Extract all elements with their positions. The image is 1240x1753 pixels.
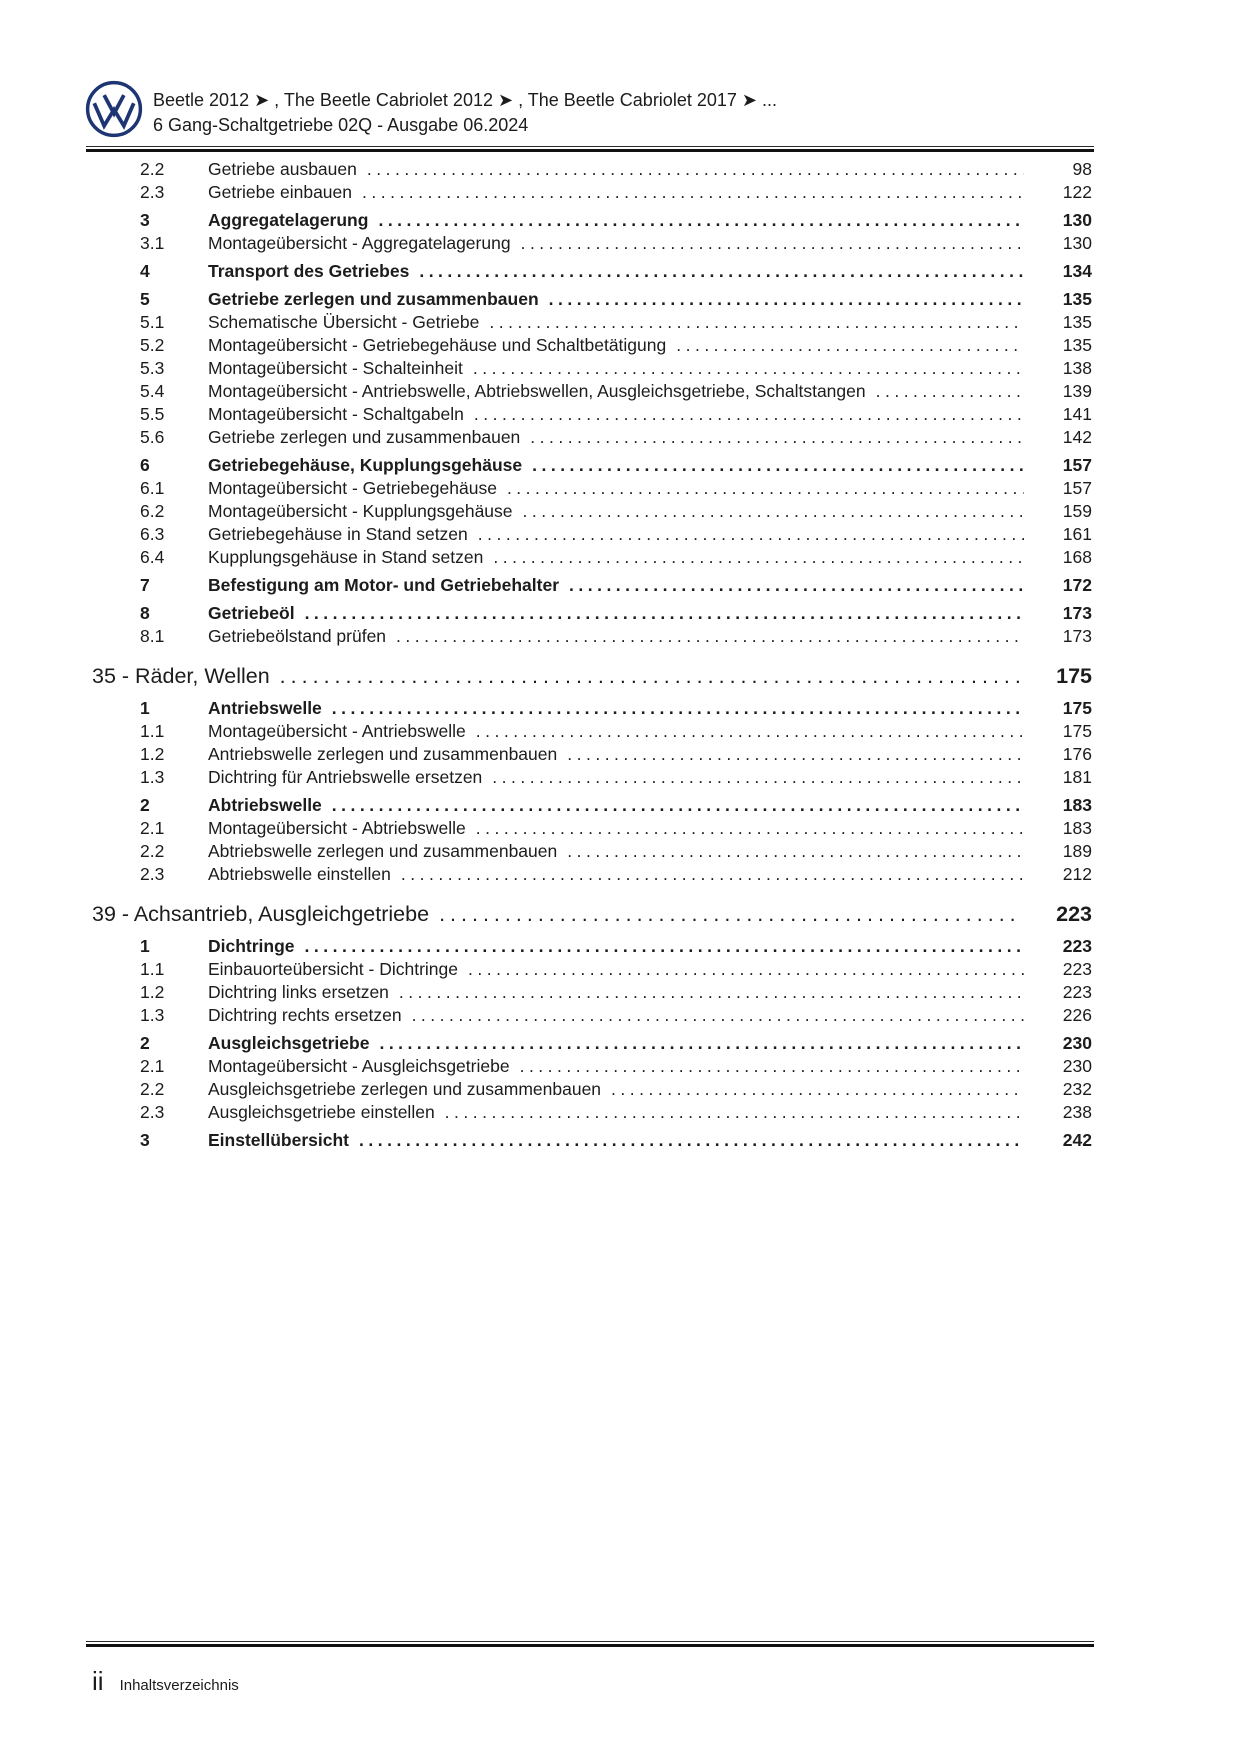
toc-entry-page: 230: [1062, 1033, 1092, 1053]
toc-entry-title: Getriebegehäuse, Kupplungsgehäuse: [208, 455, 523, 475]
toc-entry-number: 2.1: [140, 1056, 165, 1076]
toc-entry-page: 130: [1062, 233, 1092, 253]
dot-leader: [362, 181, 1024, 204]
toc-chapter-row: [92, 663, 1092, 690]
toc-entry-page: 141: [1062, 404, 1092, 424]
toc-entry-page: 142: [1062, 427, 1092, 447]
toc-entry-number: 1.3: [140, 767, 165, 787]
toc-entry-row: [92, 1032, 1092, 1055]
toc-entry-title: Befestigung am Motor- und Getriebehalter: [208, 575, 559, 595]
toc-entry-page: 139: [1062, 381, 1092, 401]
header-text: [153, 88, 777, 138]
toc-entry-row: [92, 209, 1092, 232]
toc-list: [92, 158, 1092, 1152]
toc-entry-title: Einbauorteübersicht - Dichtringe: [208, 959, 458, 979]
dot-leader: [367, 158, 1024, 181]
toc-entry-row: [92, 863, 1092, 886]
toc-entry-number: 2.2: [140, 841, 165, 861]
dot-leader: [489, 311, 1024, 334]
toc-entry-title: Antriebswelle zerlegen und zusammenbauen: [208, 744, 558, 764]
dot-leader: [676, 334, 1024, 357]
toc-entry-page: 232: [1062, 1079, 1092, 1099]
toc-entry-page: 135: [1062, 289, 1092, 309]
dot-leader: [468, 958, 1024, 981]
toc-entry-number: 5.3: [140, 358, 165, 378]
toc-entry-title: Montageübersicht - Aggregatelagerung: [208, 233, 511, 253]
toc-entry-number: 5.4: [140, 381, 165, 401]
toc-entry-row: [92, 574, 1092, 597]
toc-entry-row: [92, 181, 1092, 204]
toc-entry-title: Dichtring für Antriebswelle ersetzen: [208, 767, 483, 787]
toc-entry-page: 122: [1062, 182, 1092, 202]
dot-leader: [530, 426, 1024, 449]
dot-leader: [523, 500, 1024, 523]
toc-entry-number: 1.1: [140, 959, 165, 979]
toc-entry-row: [92, 794, 1092, 817]
dot-leader: [493, 546, 1024, 569]
toc-entry-row: [92, 232, 1092, 255]
toc-entry-title: Montageübersicht - Antriebswelle, Abtriebswellen, Ausgleichsgetriebe, Schaltstangen: [208, 381, 866, 401]
toc-chapter-page: 223: [1056, 902, 1092, 926]
dot-leader: [378, 209, 1024, 232]
dot-leader: [439, 901, 1020, 928]
toc-entry-number: 1.1: [140, 721, 165, 741]
toc-entry-page: 161: [1062, 524, 1092, 544]
toc-entry-number: 6.2: [140, 501, 165, 521]
toc-entry-number: 1.2: [140, 982, 165, 1002]
toc-entry-page: 134: [1062, 261, 1092, 281]
toc-entry-title: Getriebe zerlegen und zusammenbauen: [208, 427, 521, 447]
dot-leader: [379, 1032, 1024, 1055]
toc-entry-row: [92, 523, 1092, 546]
toc-entry-row: [92, 454, 1092, 477]
toc-entry-page: 212: [1062, 864, 1092, 884]
toc-entry-title: Montageübersicht - Schaltgabeln: [208, 404, 464, 424]
dot-leader: [507, 477, 1024, 500]
toc-chapter-row: [92, 901, 1092, 928]
toc-entry-row: [92, 697, 1092, 720]
toc-entry-number: 5.2: [140, 335, 165, 355]
toc-entry-row: [92, 260, 1092, 283]
toc-entry-number: 8: [140, 603, 150, 623]
dot-leader: [476, 817, 1024, 840]
toc-entry-page: 226: [1062, 1005, 1092, 1025]
toc-entry-row: [92, 288, 1092, 311]
toc-entry-row: [92, 625, 1092, 648]
toc-entry-title: Montageübersicht - Kupplungsgehäuse: [208, 501, 513, 521]
toc-entry-row: [92, 1101, 1092, 1124]
toc-entry-row: [92, 403, 1092, 426]
toc-entry-title: Montageübersicht - Antriebswelle: [208, 721, 466, 741]
footer-section-title: Inhaltsverzeichnis: [119, 1677, 239, 1694]
toc-entry-number: 2.2: [140, 159, 165, 179]
toc-entry-row: [92, 602, 1092, 625]
toc-entry-page: 242: [1062, 1130, 1092, 1150]
toc-entry-page: 183: [1062, 818, 1092, 838]
toc-entry-row: [92, 958, 1092, 981]
vw-logo-icon: [85, 80, 143, 138]
toc-entry-number: 2.3: [140, 182, 165, 202]
toc-entry-title: Getriebeöl: [208, 603, 295, 623]
toc-entry-title: Schematische Übersicht - Getriebe: [208, 312, 480, 332]
toc-entry-title: Montageübersicht - Abtriebswelle: [208, 818, 466, 838]
dot-leader: [521, 232, 1024, 255]
toc-entry-title: Dichtring links ersetzen: [208, 982, 389, 1002]
header-model-line: Beetle 2012 ➤ , The Beetle Cabriolet 2012 ➤ , The Beetle Cabriolet 2017 ➤ ...: [153, 90, 777, 110]
toc-entry-number: 7: [140, 575, 150, 595]
toc-entry-page: 223: [1062, 936, 1092, 956]
toc-entry-page: 168: [1062, 547, 1092, 567]
toc-entry-row: [92, 840, 1092, 863]
toc-entry-page: 238: [1062, 1102, 1092, 1122]
dot-leader: [876, 380, 1024, 403]
toc-entry-title: Getriebeölstand prüfen: [208, 626, 387, 646]
toc-entry-number: 4: [140, 261, 150, 281]
dot-leader: [549, 288, 1024, 311]
toc-entry-number: 3: [140, 1130, 150, 1150]
toc-entry-row: [92, 766, 1092, 789]
toc-entry-row: [92, 935, 1092, 958]
toc-entry-page: 175: [1062, 698, 1092, 718]
toc-entry-number: 3: [140, 210, 150, 230]
toc-entry-title: Dichtringe: [208, 936, 295, 956]
toc-entry-row: [92, 500, 1092, 523]
toc-entry-page: 173: [1062, 626, 1092, 646]
toc-entry-title: Abtriebswelle einstellen: [208, 864, 391, 884]
toc-entry-number: 6.1: [140, 478, 165, 498]
toc-entry-title: Abtriebswelle: [208, 795, 322, 815]
dot-leader: [412, 1004, 1024, 1027]
toc-entry-row: [92, 158, 1092, 181]
toc-entry-title: Getriebe einbauen: [208, 182, 352, 202]
toc-entry-row: [92, 720, 1092, 743]
toc-entry-page: 138: [1062, 358, 1092, 378]
toc-entry-number: 1: [140, 698, 150, 718]
toc-entry-title: Transport des Getriebes: [208, 261, 410, 281]
toc-entry-row: [92, 546, 1092, 569]
toc-entry-page: 230: [1062, 1056, 1092, 1076]
toc-entry-number: 5.6: [140, 427, 165, 447]
toc-entry-number: 2: [140, 795, 150, 815]
dot-leader: [473, 357, 1024, 380]
toc-entry-title: Montageübersicht - Getriebegehäuse: [208, 478, 497, 498]
dot-leader: [567, 840, 1024, 863]
dot-leader: [478, 523, 1024, 546]
dot-leader: [359, 1129, 1024, 1152]
toc-entry-title: Getriebe ausbauen: [208, 159, 357, 179]
dot-leader: [611, 1078, 1024, 1101]
toc-chapter-page: 175: [1056, 664, 1092, 688]
dot-leader: [332, 794, 1024, 817]
toc-entry-page: 159: [1062, 501, 1092, 521]
toc-entry-row: [92, 311, 1092, 334]
toc-entry-number: 2.2: [140, 1079, 165, 1099]
dot-leader: [476, 720, 1024, 743]
toc-entry-number: 2: [140, 1033, 150, 1053]
dot-leader: [332, 697, 1024, 720]
toc-entry-row: [92, 1004, 1092, 1027]
toc-entry-title: Ausgleichsgetriebe zerlegen und zusammenbauen: [208, 1079, 602, 1099]
toc-entry-page: 183: [1062, 795, 1092, 815]
toc-entry-title: Kupplungsgehäuse in Stand setzen: [208, 547, 484, 567]
toc-entry-title: Getriebe zerlegen und zusammenbauen: [208, 289, 539, 309]
dot-leader: [396, 625, 1024, 648]
toc-entry-page: 172: [1062, 575, 1092, 595]
toc-entry-number: 5.5: [140, 404, 165, 424]
header-edition-line: 6 Gang-Schaltgetriebe 02Q - Ausgabe 06.2024: [153, 115, 529, 135]
toc-entry-row: [92, 426, 1092, 449]
toc-entry-page: 176: [1062, 744, 1092, 764]
dot-leader: [399, 981, 1024, 1004]
toc-entry-title: Montageübersicht - Getriebegehäuse und Schaltbetätigung: [208, 335, 667, 355]
toc-entry-title: Aggregatelagerung: [208, 210, 369, 230]
toc-entry-row: [92, 357, 1092, 380]
dot-leader: [445, 1101, 1024, 1124]
toc-entry-page: 157: [1062, 478, 1092, 498]
toc-entry-page: 130: [1062, 210, 1092, 230]
toc-entry-row: [92, 477, 1092, 500]
toc-entry-title: Montageübersicht - Schalteinheit: [208, 358, 463, 378]
toc-entry-title: Antriebswelle: [208, 698, 322, 718]
toc-entry-page: 223: [1062, 959, 1092, 979]
toc-entry-page: 175: [1062, 721, 1092, 741]
toc-entry-row: [92, 743, 1092, 766]
toc-entry-number: 5: [140, 289, 150, 309]
toc-entry-page: 135: [1062, 335, 1092, 355]
toc-entry-row: [92, 380, 1092, 403]
dot-leader: [474, 403, 1024, 426]
dot-leader: [520, 1055, 1024, 1078]
toc-entry-title: Ausgleichsgetriebe: [208, 1033, 370, 1053]
toc-entry-page: 98: [1072, 159, 1092, 179]
header-divider: [86, 146, 1094, 152]
toc-entry-number: 3.1: [140, 233, 165, 253]
toc-entry-page: 173: [1062, 603, 1092, 623]
footer: [92, 1666, 239, 1696]
toc-entry-number: 1: [140, 936, 150, 956]
toc-entry-number: 1.3: [140, 1005, 165, 1025]
dot-leader: [280, 663, 1020, 690]
toc-entry-title: Montageübersicht - Ausgleichsgetriebe: [208, 1056, 510, 1076]
toc-entry-title: Einstellübersicht: [208, 1130, 350, 1150]
dot-leader: [492, 766, 1024, 789]
toc-chapter-title: 35 - Räder, Wellen: [92, 664, 270, 688]
toc-entry-number: 2.3: [140, 1102, 165, 1122]
toc-entry-row: [92, 817, 1092, 840]
toc-entry-title: Ausgleichsgetriebe einstellen: [208, 1102, 435, 1122]
footer-divider: [86, 1641, 1094, 1647]
toc-entry-number: 5.1: [140, 312, 165, 332]
toc-chapter-title: 39 - Achsantrieb, Ausgleichgetriebe: [92, 902, 430, 926]
toc-entry-page: 189: [1062, 841, 1092, 861]
toc-entry-row: [92, 334, 1092, 357]
dot-leader: [305, 602, 1024, 625]
toc-entry-row: [92, 1129, 1092, 1152]
toc-entry-number: 2.3: [140, 864, 165, 884]
dot-leader: [401, 863, 1024, 886]
toc-entry-page: 181: [1062, 767, 1092, 787]
toc-entry-number: 6: [140, 455, 150, 475]
toc-entry-title: Abtriebswelle zerlegen und zusammenbauen: [208, 841, 558, 861]
toc-entry-number: 1.2: [140, 744, 165, 764]
dot-leader: [305, 935, 1024, 958]
footer-page-number: ii: [92, 1666, 104, 1696]
toc-entry-number: 8.1: [140, 626, 165, 646]
toc-entry-number: 6.4: [140, 547, 165, 567]
toc-entry-number: 2.1: [140, 818, 165, 838]
toc-entry-page: 157: [1062, 455, 1092, 475]
toc-entry-row: [92, 981, 1092, 1004]
toc-entry-page: 135: [1062, 312, 1092, 332]
dot-leader: [567, 743, 1024, 766]
dot-leader: [532, 454, 1024, 477]
toc-entry-number: 6.3: [140, 524, 165, 544]
dot-leader: [419, 260, 1024, 283]
toc-entry-title: Getriebegehäuse in Stand setzen: [208, 524, 468, 544]
toc-entry-row: [92, 1055, 1092, 1078]
toc-entry-page: 223: [1062, 982, 1092, 1002]
dot-leader: [569, 574, 1024, 597]
toc-entry-title: Dichtring rechts ersetzen: [208, 1005, 402, 1025]
toc-entry-row: [92, 1078, 1092, 1101]
